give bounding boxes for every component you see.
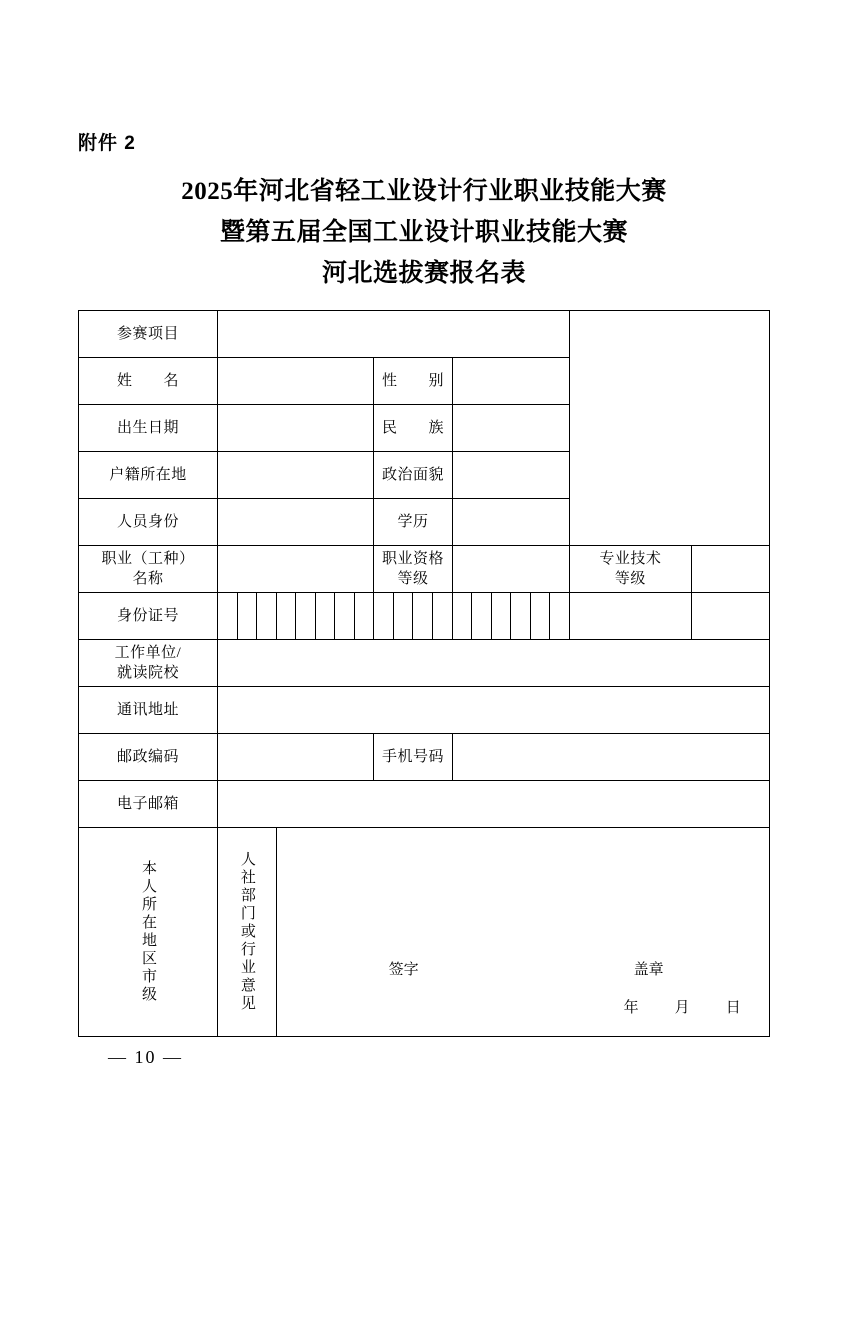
label-email: 电子邮箱 (79, 781, 218, 828)
value-ethnicity[interactable] (452, 405, 570, 452)
label-work-unit-line1: 工作单位/ (114, 645, 182, 661)
label-occupation-line1: 职业（工种） (101, 551, 195, 567)
label-work-unit (79, 640, 218, 687)
value-mobile[interactable] (452, 734, 769, 781)
id-digit-cell[interactable] (237, 593, 257, 640)
id-digit-cell[interactable] (335, 593, 355, 640)
label-gender: 性 别 (374, 358, 452, 405)
table-row (79, 311, 770, 358)
label-vocational-level-line1: 职业资格 (381, 551, 444, 567)
opinion-signature-area[interactable] (276, 828, 769, 1037)
value-postcode[interactable] (218, 734, 374, 781)
label-mobile: 手机号码 (374, 734, 452, 781)
table-row-opinion (79, 828, 770, 1037)
id-digit-cell[interactable] (315, 593, 335, 640)
signature-area (279, 828, 767, 1036)
value-household[interactable] (218, 452, 374, 499)
label-opinion-left-text: 本人所在地区市级 (140, 860, 156, 1004)
label-identity: 人员身份 (79, 499, 218, 546)
table-row (79, 734, 770, 781)
label-technical-level-line2: 等级 (614, 571, 646, 587)
id-digit-cell[interactable] (276, 593, 296, 640)
id-digit-cell[interactable] (296, 593, 316, 640)
id-digit-cell[interactable] (550, 593, 570, 640)
value-name[interactable] (218, 358, 374, 405)
page-title (78, 171, 770, 294)
vertical-text-wrap (81, 828, 215, 1036)
label-name: 姓 名 (79, 358, 218, 405)
document-page (0, 128, 848, 1328)
signature-label: 签字 (388, 962, 419, 978)
title-line-1: 2025年河北省轻工业设计行业职业技能大赛 (181, 178, 667, 205)
table-row (79, 546, 770, 593)
label-political-status: 政治面貌 (374, 452, 452, 499)
id-digit-cell[interactable] (257, 593, 277, 640)
value-birth-date[interactable] (218, 405, 374, 452)
value-political-status[interactable] (452, 452, 570, 499)
label-education: 学历 (374, 499, 452, 546)
date-line (624, 998, 743, 1018)
id-digit-cell[interactable] (433, 593, 453, 640)
table-row (79, 687, 770, 734)
id-digit-cell[interactable] (472, 593, 492, 640)
label-vocational-level (374, 546, 452, 593)
label-address: 通讯地址 (79, 687, 218, 734)
label-ethnicity: 民 族 (374, 405, 452, 452)
id-digit-cell[interactable] (413, 593, 433, 640)
title-line-2: 暨第五届全国工业设计职业技能大赛 (219, 219, 628, 246)
seal-label: 盖章 (633, 962, 664, 978)
id-digit-cell[interactable] (491, 593, 511, 640)
value-vocational-level[interactable] (452, 546, 570, 593)
registration-form-table (78, 310, 770, 1037)
value-technical-level[interactable] (691, 546, 769, 593)
title-line-3: 河北选拔赛报名表 (321, 260, 526, 287)
photo-cell[interactable] (570, 311, 770, 546)
id-digit-cell[interactable] (218, 593, 238, 640)
label-technical-level (570, 546, 692, 593)
value-occupation[interactable] (218, 546, 374, 593)
table-row (79, 781, 770, 828)
id-digit-cell[interactable] (570, 593, 692, 640)
label-work-unit-line2: 就读院校 (117, 665, 180, 681)
label-occupation-line2: 名称 (132, 571, 164, 587)
id-digit-cell[interactable] (354, 593, 374, 640)
attachment-label: 附件 2 (78, 133, 136, 154)
value-email[interactable] (218, 781, 770, 828)
value-work-unit[interactable] (218, 640, 770, 687)
id-digit-cell[interactable] (374, 593, 394, 640)
value-project[interactable] (218, 311, 570, 358)
label-opinion-right (218, 828, 277, 1037)
value-education[interactable] (452, 499, 570, 546)
label-birth-date: 出生日期 (79, 405, 218, 452)
id-digit-cell[interactable] (691, 593, 769, 640)
vertical-text-wrap (220, 828, 274, 1036)
id-digit-cell[interactable] (530, 593, 550, 640)
date-day: 日 (725, 1000, 743, 1016)
id-digit-cell[interactable] (511, 593, 531, 640)
table-row (79, 640, 770, 687)
table-row (79, 593, 770, 640)
page-number: — 10 — (108, 1047, 183, 1067)
label-id-number: 身份证号 (79, 593, 218, 640)
date-year: 年 (623, 1000, 641, 1016)
label-occupation (79, 546, 218, 593)
label-postcode: 邮政编码 (79, 734, 218, 781)
value-identity[interactable] (218, 499, 374, 546)
label-vocational-level-line2: 等级 (397, 571, 429, 587)
id-digit-cell[interactable] (452, 593, 472, 640)
label-opinion-left (79, 828, 218, 1037)
label-household: 户籍所在地 (79, 452, 218, 499)
label-technical-level-line1: 专业技术 (599, 551, 662, 567)
label-project: 参赛项目 (79, 311, 218, 358)
value-address[interactable] (218, 687, 770, 734)
date-month: 月 (674, 1000, 692, 1016)
id-digit-cell[interactable] (393, 593, 413, 640)
label-opinion-right-text: 人社部门或行业意见 (238, 851, 255, 1013)
value-gender[interactable] (452, 358, 570, 405)
